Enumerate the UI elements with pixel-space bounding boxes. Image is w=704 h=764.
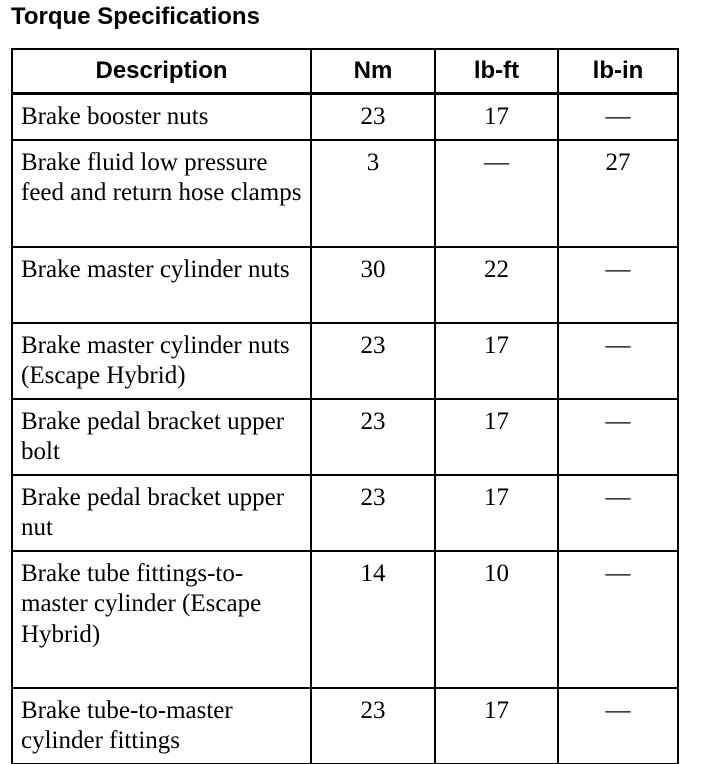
- table-row: [12, 140, 678, 247]
- nm-cell: 3: [311, 140, 435, 247]
- lbin-cell: 27: [558, 140, 678, 247]
- nm-cell: 23: [311, 688, 435, 764]
- table-row: [12, 688, 678, 764]
- table-row: [12, 247, 678, 323]
- table-row: [12, 399, 678, 475]
- lbft-cell: 10: [435, 551, 558, 688]
- lbin-cell: —: [558, 247, 678, 323]
- lbft-cell: —: [435, 140, 558, 247]
- description-cell: Brake master cylinder nuts: [12, 247, 311, 323]
- table-row: [12, 94, 678, 140]
- lbft-cell: 17: [435, 688, 558, 764]
- column-header-description: Description: [12, 49, 311, 94]
- lbin-cell: —: [558, 551, 678, 688]
- description-cell: Brake pedal bracket upper nut: [12, 475, 311, 551]
- description-cell: Brake booster nuts: [12, 94, 311, 140]
- column-header-lbin: lb-in: [558, 49, 678, 94]
- nm-cell: 14: [311, 551, 435, 688]
- nm-cell: 23: [311, 323, 435, 399]
- nm-cell: 23: [311, 94, 435, 140]
- nm-cell: 23: [311, 399, 435, 475]
- description-cell: Brake tube-to-master cylinder fittings: [12, 688, 311, 764]
- lbft-cell: 17: [435, 94, 558, 140]
- lbin-cell: —: [558, 94, 678, 140]
- description-cell: Brake fluid low pressure feed and return hose clamps: [12, 140, 311, 247]
- column-header-lbft: lb-ft: [435, 49, 558, 94]
- table-row: [12, 475, 678, 551]
- lbft-cell: 17: [435, 475, 558, 551]
- lbin-cell: —: [558, 688, 678, 764]
- table-header-row: [12, 49, 678, 94]
- lbin-cell: —: [558, 475, 678, 551]
- column-header-nm: Nm: [311, 49, 435, 94]
- description-cell: Brake tube fittings-to-master cylinder (Escape Hybrid): [12, 551, 311, 688]
- nm-cell: 23: [311, 475, 435, 551]
- nm-cell: 30: [311, 247, 435, 323]
- table-row: [12, 323, 678, 399]
- description-cell: Brake master cylinder nuts (Escape Hybrid): [12, 323, 311, 399]
- page-title: Torque Specifications: [11, 3, 260, 30]
- lbft-cell: 22: [435, 247, 558, 323]
- lbin-cell: —: [558, 399, 678, 475]
- torque-spec-table: [11, 48, 679, 764]
- lbin-cell: —: [558, 323, 678, 399]
- lbft-cell: 17: [435, 399, 558, 475]
- table-row: [12, 551, 678, 688]
- lbft-cell: 17: [435, 323, 558, 399]
- description-cell: Brake pedal bracket upper bolt: [12, 399, 311, 475]
